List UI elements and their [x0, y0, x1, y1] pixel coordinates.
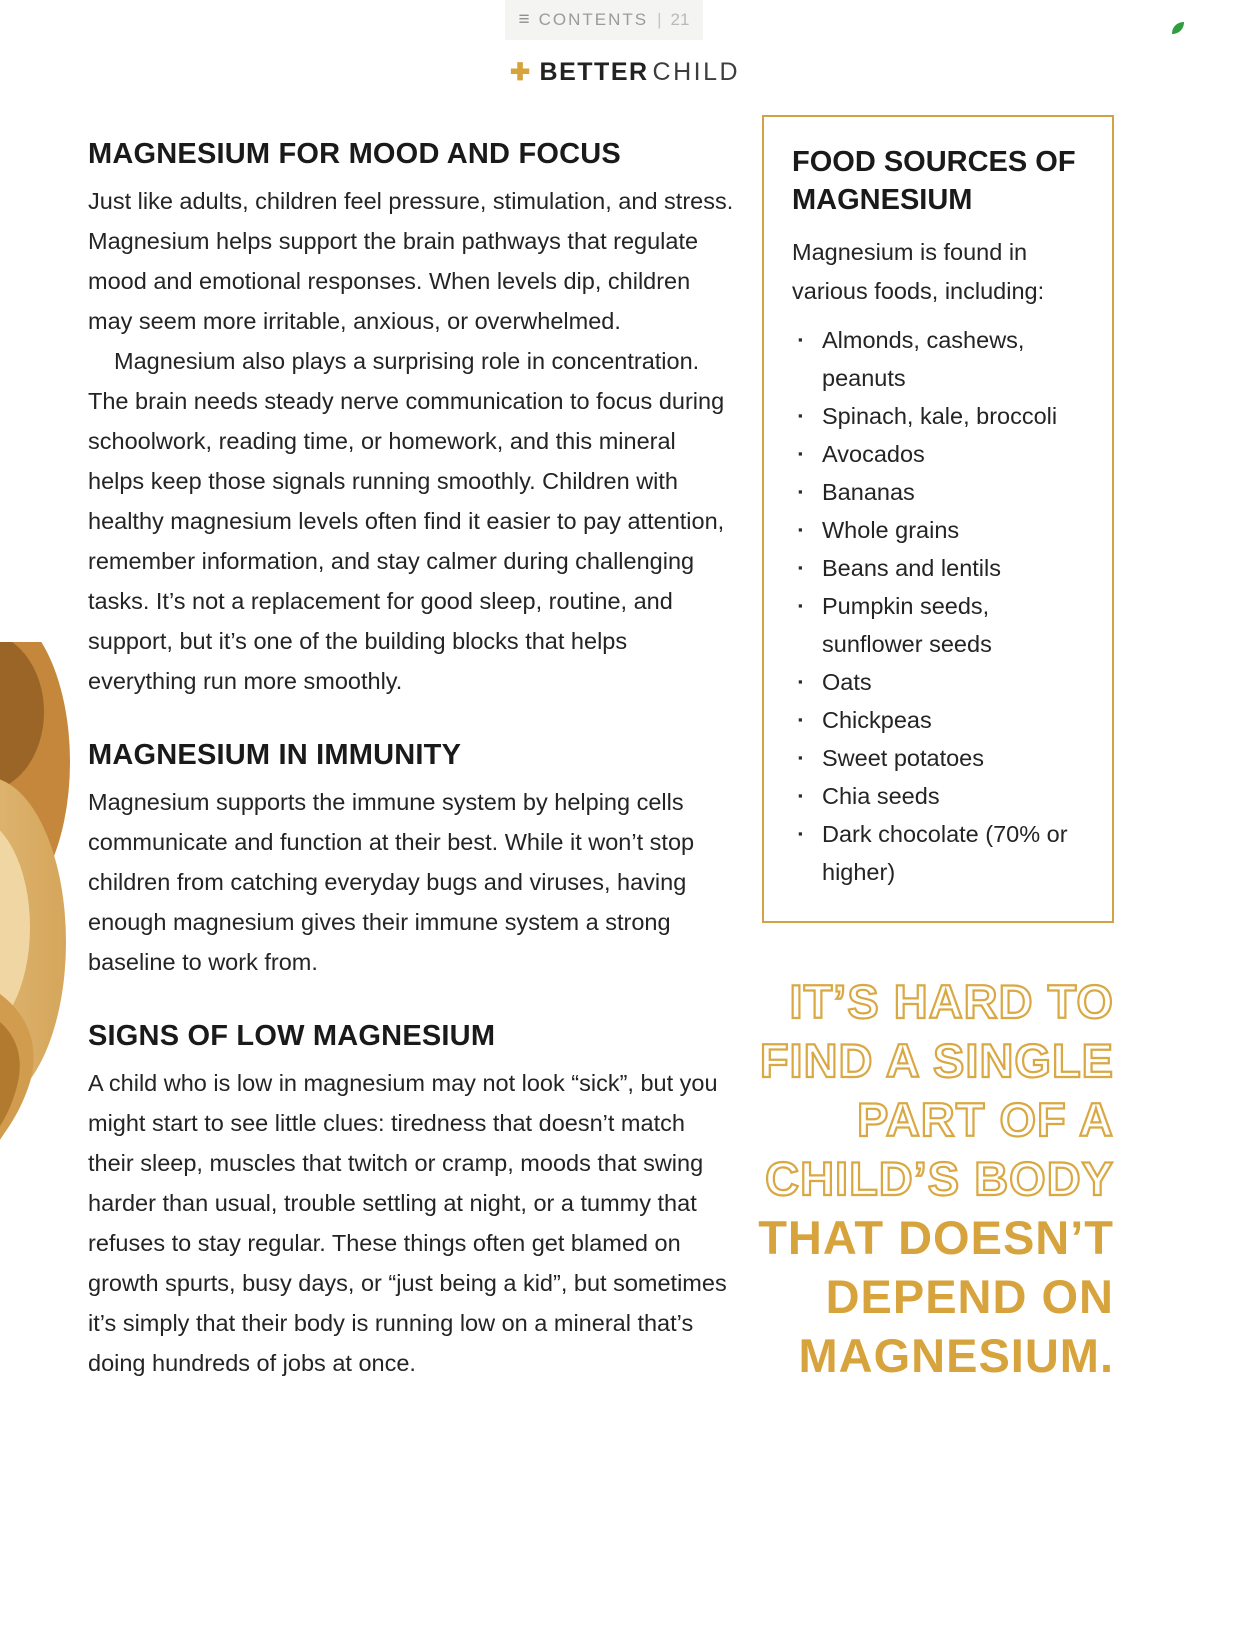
brand-name-bold: BETTER	[539, 58, 649, 86]
bullet-icon: ▪	[798, 598, 803, 613]
list-item	[792, 739, 1084, 777]
bullet-icon: ▪	[798, 332, 803, 347]
paragraph: A child who is low in magnesium may not look “sick”, but you might start to see little clues: tiredness that doesn’t match their sleep, muscles that twitch or cramp, moods that swing harder than usual, trouble settling at night, or a tummy that refuses to stay regular. These things often get blamed on growth spurts, busy days, or “just being a kid”, but sometimes it’s simply that their body is running low on a mineral that’s doing hundreds of jobs at once.	[88, 1070, 727, 1376]
food-item-label: Avocados	[822, 441, 925, 467]
bullet-icon: ▪	[798, 446, 803, 461]
leaf-icon	[1170, 20, 1186, 36]
section-heading: SIGNS OF LOW MAGNESIUM	[88, 1020, 496, 1052]
list-item	[792, 397, 1084, 435]
food-item-label: Spinach, kale, broccoli	[822, 403, 1058, 429]
food-item-label: Pumpkin seeds, sunflower seeds	[822, 593, 992, 657]
section-heading: MAGNESIUM FOR MOOD AND FOCUS	[88, 138, 621, 170]
section-immunity	[88, 739, 736, 982]
bullet-icon: ▪	[798, 826, 803, 841]
bullet-icon: ▪	[798, 522, 803, 537]
list-item	[792, 587, 1084, 663]
list-item	[792, 815, 1084, 891]
paragraph: Magnesium also plays a surprising role in concentration. The brain needs steady nerve communication to focus during schoolwork, reading time, or homework, and this mineral helps keep those signals running smoothly. Children with healthy magnesium levels often find it easier to pay attention, remember information, and stay calmer during challenging tasks. It’s not a replacement for good sleep, routine, and support, but it’s one of the building blocks that helps everything run more smoothly.	[88, 348, 725, 694]
food-box-intro: Magnesium is found in various foods, including:	[792, 239, 1045, 304]
list-item	[792, 701, 1084, 739]
pull-quote-outline-text: IT’S HARD TO FIND A SINGLE PART OF A CHILD’S BODY	[759, 975, 1114, 1205]
list-item	[792, 435, 1084, 473]
toast-photo	[0, 642, 90, 1142]
paragraph: Just like adults, children feel pressure, stimulation, and stress. Magnesium helps support the brain pathways that regulate mood and emotional responses. When levels dip, children may seem more irritable, anxious, or overwhelmed.	[88, 188, 734, 334]
brand-name-light: CHILD	[652, 58, 741, 86]
plus-icon: ✚	[509, 59, 532, 86]
list-item	[792, 511, 1084, 549]
food-item-label: Almonds, cashews, peanuts	[822, 327, 1025, 391]
bullet-icon: ▪	[798, 712, 803, 727]
header-divider: |	[657, 10, 662, 29]
pull-quote-solid-text: THAT DOESN’T DEPEND ON MAGNESIUM.	[758, 1211, 1114, 1382]
food-item-label: Sweet potatoes	[822, 745, 984, 771]
food-item-label: Dark chocolate (70% or higher)	[822, 821, 1068, 885]
article-column	[88, 138, 736, 1421]
food-sources-box	[762, 115, 1114, 923]
list-item	[792, 663, 1084, 701]
pull-quote	[748, 972, 1114, 1385]
food-box-heading: FOOD SOURCES OF MAGNESIUM	[792, 146, 1076, 216]
brand-logo	[0, 58, 1250, 87]
food-item-label: Oats	[822, 669, 872, 695]
section-heading: MAGNESIUM IN IMMUNITY	[88, 739, 462, 771]
list-item	[792, 777, 1084, 815]
food-list	[792, 321, 1084, 891]
bullet-icon: ▪	[798, 674, 803, 689]
section-mood-focus	[88, 138, 736, 701]
bullet-icon: ▪	[798, 408, 803, 423]
bullet-icon: ▪	[798, 750, 803, 765]
section-low-magnesium	[88, 1020, 736, 1383]
page-number: 21	[670, 10, 690, 29]
list-item	[792, 473, 1084, 511]
food-item-label: Beans and lentils	[822, 555, 1001, 581]
bullet-icon: ▪	[798, 484, 803, 499]
hamburger-icon: ≡	[518, 9, 530, 30]
contents-link[interactable]	[505, 0, 703, 40]
paragraph: Magnesium supports the immune system by helping cells communicate and function at their best. While it won’t stop children from catching everyday bugs and viruses, having enough magnesium gives their immune system a strong baseline to work from.	[88, 789, 695, 975]
bullet-icon: ▪	[798, 788, 803, 803]
contents-label: CONTENTS	[538, 10, 649, 29]
list-item	[792, 549, 1084, 587]
food-item-label: Chia seeds	[822, 783, 940, 809]
food-item-label: Whole grains	[822, 517, 960, 543]
list-item	[792, 321, 1084, 397]
food-item-label: Bananas	[822, 479, 915, 505]
food-item-label: Chickpeas	[822, 707, 932, 733]
bullet-icon: ▪	[798, 560, 803, 575]
